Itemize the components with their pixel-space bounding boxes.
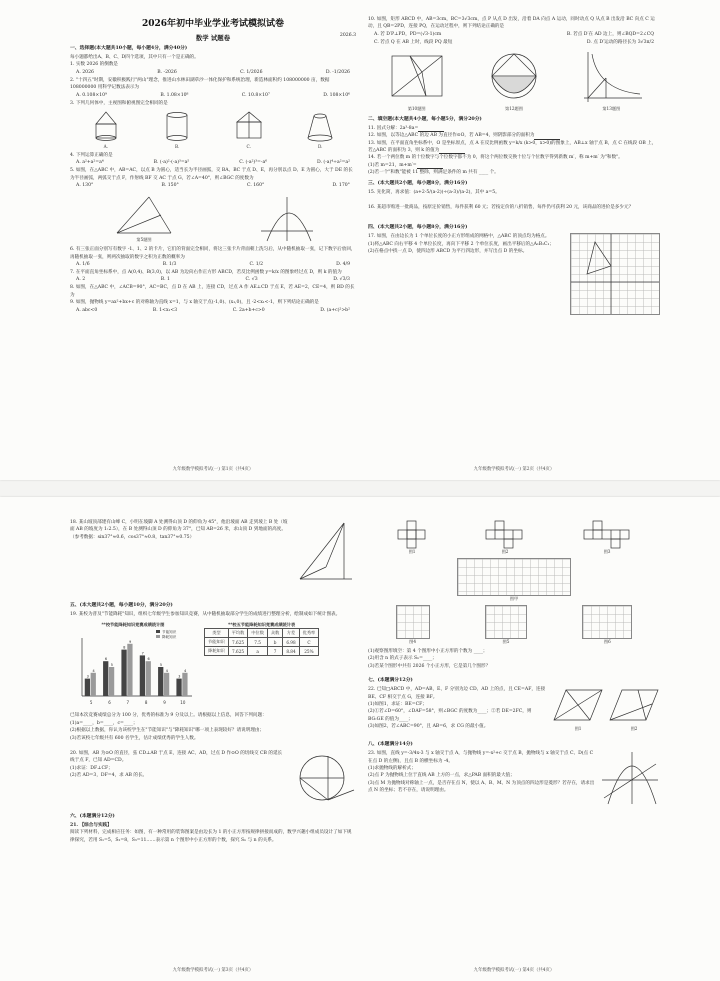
bar (140, 656, 145, 697)
table-row (205, 638, 319, 647)
data-label: 6 (147, 657, 150, 662)
table-cell: C (299, 638, 319, 647)
question-4: 4. 下列运算正确的是 (70, 153, 113, 159)
question-21-figures (368, 519, 660, 645)
pattern-grid (582, 605, 632, 639)
data-label: 6 (104, 657, 108, 662)
question-14: 14. 若一个两位数 m 的十位数字与个位数字都不为 0，将这个两位数交换十位与个位数字得到新数 m′，称 m+m′ 为"和数"。 (368, 155, 623, 161)
bar-chart-block (70, 622, 196, 708)
figure-caption: 图6 (603, 639, 611, 644)
question-17-block (368, 233, 660, 315)
bar (121, 650, 126, 696)
question-23-part-1: (1)求抛物线的解析式； (368, 766, 416, 772)
stats-table-block (204, 622, 319, 708)
question-16: 16. 某超市购进一批商品，按原定价销售，每件获利 60 元；若按定价的八折销售，每件仍可获利 20 元，该商品的进价是多少元？ (368, 205, 634, 211)
circle-tangent-figure (292, 750, 356, 806)
slope-elevation-figure (296, 519, 356, 583)
question-21-part-1: (1)观察图形填空：第 4 个图形中小正方形的个数为 ____； (368, 649, 488, 654)
frustum-figure (300, 110, 340, 144)
question-5: 5. 如图，在△ABC 中，AB=AC，以点 B 为圆心，适当长为半径画弧，交 BA、BC 于点 D、E，再分别以点 D、E 为圆心，大于 DE 的长为半径画弧，两弧交于点 F，作射线 BF 交 AC 于点 G，若∠A=40°，则∠BGC 的度数为 (70, 168, 353, 181)
question-5-figures (70, 193, 356, 243)
pattern-row-3 (368, 605, 660, 645)
question-22: 22. 已知□ABCD 中，AD=AB，E、F 分别为边 CD、AD 上的点，且 CE=AF，连接 BE、CF 相交于点 G，连接 BF。 (368, 687, 546, 700)
x-tick-label: 6 (108, 700, 111, 706)
table-header: 优秀率 (299, 629, 319, 638)
question-23-block (368, 750, 660, 806)
option: A. 2 (76, 277, 86, 283)
question-19: 19. 某校为普及"节能降耗"知识，组织七年级学生参加知识竞赛，从中随机抽取部分学生的成绩进行整理分析，绘制成如下统计图表。 (70, 612, 341, 617)
table-header: 类型 (205, 629, 229, 638)
solid-option-c: C. (229, 110, 269, 149)
table-cell: 7.625 (228, 638, 248, 647)
question-3: 3. 下列几何体中，主视图和俯视图完全相同的是 (70, 100, 168, 106)
grid-triangle-figure (571, 234, 659, 314)
x-tick-label: 7 (126, 700, 130, 706)
data-label: 4 (92, 669, 95, 674)
data-label: 8 (123, 646, 126, 651)
question-9-options (70, 307, 356, 315)
figure-10 (382, 50, 452, 112)
question-21: 阅读下列材料，完成相应任务：如图，有一种常用的装饰图案是由边长为 1 的小正方形按规律拼接而成的，数学兴趣小组成员设计了如下规律探究，若用 S₁=5，S₂=8，S₃=11……表示第 n 个图形中小正方形的个数，探究 Sₙ 与 n 的关系。 (70, 830, 352, 843)
bar (158, 667, 163, 696)
question-5-options (70, 182, 356, 190)
pattern-grid (457, 558, 571, 596)
coordinate-grid (570, 233, 660, 315)
pattern-figure-1 (397, 519, 427, 555)
chart-title: **校节能降耗知识竞赛成绩统计图 (101, 622, 165, 628)
option: C. 1/2026 (240, 69, 263, 75)
table-header: 平均数 (228, 629, 248, 638)
option: B. 1.08×10⁸ (160, 92, 189, 98)
exam-subtitle (70, 33, 356, 42)
figure-caption: 第12题图 (505, 105, 523, 111)
option: C. 若点 Q 在 AB 上时，线段 PQ 最短 (374, 39, 453, 45)
angle-bisector-figure (109, 193, 179, 237)
question-19-figures (70, 622, 356, 708)
answer-blank (534, 134, 560, 140)
figure-22-1 (552, 686, 604, 732)
figure-caption: 图1 (408, 549, 416, 554)
question-7: 7. 在平面直角坐标系中，点 A(0,4)、B(3,0)，以 AB 为边向右作正方形 ABCD，若反比例函数 y=k/x 的图象经过点 D，则 k 的值为 (70, 270, 342, 276)
option: A. 0.108×10⁹ (76, 92, 107, 98)
pattern-figure-grid (457, 558, 571, 602)
table-row (205, 647, 319, 656)
data-label: 3 (178, 675, 181, 680)
option: D. 4/9 (336, 262, 350, 268)
cone-cylinder-figure (86, 110, 126, 144)
parabola-figure (257, 195, 317, 243)
figure-12 (479, 50, 549, 112)
figure-caption: 第5题图 (136, 237, 152, 243)
section-heading: 五、(本大题共2小题，每小题10分，满分20分) (70, 602, 173, 608)
page-footer: 九年级数学模拟考试(一) 第4页（共4页） (473, 968, 555, 973)
page-footer: 九年级数学模拟考试(一) 第1页（共4页） (172, 467, 254, 472)
question-15: 15. 先化简，再求值：(a+2-5/(a-2))÷(a-3)/(a-2)，其中 a=5。 (368, 189, 500, 195)
section-note: 每小题都给出A、B、C、D四个选项，其中只有一个是正确的。 (70, 55, 199, 60)
option: B. 1/3 (162, 262, 177, 268)
circle-triangle-figure (479, 50, 549, 106)
option: B. 150° (161, 183, 179, 189)
data-label: 7 (141, 651, 144, 656)
question-6-options (70, 261, 356, 269)
data-label: 5 (110, 663, 113, 668)
figure-22-2 (608, 686, 660, 732)
figure-caption: 第13题图 (602, 105, 621, 111)
question-1-options (70, 69, 356, 77)
question-20-text (70, 750, 286, 806)
data-label: 5 (159, 663, 163, 668)
exam-sheet-2 (0, 497, 720, 981)
figure-13 (576, 50, 646, 112)
page-footer: 九年级数学模拟考试(一) 第3页（共4页） (172, 968, 254, 973)
pattern-grid (396, 605, 430, 639)
section-heading: 八、(本题满分14分) (368, 741, 413, 748)
legend-swatch (156, 635, 160, 638)
option: B. 1<x₁<3 (152, 307, 178, 313)
bar (91, 673, 96, 696)
figures-10-12-13 (368, 50, 660, 112)
bar (109, 667, 114, 696)
option: D. √3/3 (333, 277, 350, 283)
question-14-part-1: (1)若 m=21，m+m′= (368, 162, 660, 169)
table-cell: 8.84 (283, 647, 299, 656)
question-10: 10. 如图，矩形 ABCD 中，AB=3cm，BC=3√3cm，点 P 从点 D 出发，沿着 DA 向点 A 运动，同时动点 Q 从点 B 出发沿 BC 向点 C 运动，且 QB=2PD，连接 PQ，在运动过程中，则下列结论正确的是 (368, 17, 655, 30)
section-heading: 三、(本大题共2小题，每小题8分，满分16分) (368, 179, 468, 186)
question-22-part-2: (2)①若∠D=60°，∠DAF=58°，则∠BGC 的度数为____；②若 DE=2FC，则 BG:GE 的值为____； (368, 709, 532, 722)
question-19-info: 已知本次竞赛成绩总分为 100 分，优秀的标准为 9 分及以上。请根据以上信息，回答下列问题： (70, 713, 267, 719)
hyperbola-figure (576, 50, 646, 106)
option: A. abc<0 (76, 307, 98, 313)
question-20-part-1: (1)求证：DF⊥CF； (70, 765, 113, 771)
x-tick-label: 8 (144, 700, 148, 706)
question-17-text (368, 233, 564, 315)
option: C. √3 (245, 277, 258, 283)
question-17-part-1: (1)将△ABC 向右平移 4 个单位长度，再向下平移 2 个单位长度，画出平移后的△A₁B₁C₁； (368, 241, 554, 247)
table-cell: 降耗知识 (205, 647, 229, 656)
data-label: 4 (165, 669, 168, 674)
question-19-part-2: (2)根据以上数据，你认为该校学生在"节能知识"与"降耗知识"哪一项上表现较好？请说明理由； (70, 728, 265, 734)
pattern-figure-6 (582, 605, 632, 645)
question-22-block (368, 686, 660, 732)
question-22-part-1: (1)如图1，求证：BE=CF； (368, 702, 427, 708)
sheet1-left-column (70, 0, 356, 480)
parabola-line-figure (600, 750, 660, 806)
option: C. (-a²)³=-a⁶ (239, 160, 268, 166)
question-20-block (70, 750, 356, 806)
question-2: 2. "十四五"时期，安徽积极践行"两山"理念，推进山水林田湖草沙一体化保护和系统治理，新造林面积约 108000000 亩，数据 108000000 用科学记数法表示为 (70, 77, 330, 91)
legend-swatch (156, 630, 160, 633)
question-12: 12. 如图，以等边△ABC 的边 AB 为直径作⊙O，若 AB=4，则阴影部分的面积为 (368, 132, 660, 139)
question-14-part-2: (2)若一个"和数"能被 11 整除，则满足条件的 m 共有 ____ 个。 (368, 170, 499, 176)
bar (146, 662, 151, 697)
option: B. 1 (160, 277, 170, 283)
question-21-part-2: (2)用含 n 的式子表示 Sₙ=____； (368, 656, 437, 662)
pattern-grid (485, 605, 527, 639)
bar (176, 679, 181, 696)
pattern-figure-3 (583, 519, 631, 555)
legend-label: 节能知识 (162, 630, 177, 635)
option: D. -1/2026 (325, 69, 350, 75)
option: D. (a+c)²>b² (320, 307, 350, 313)
bar (85, 679, 90, 696)
option: D. 点 D′运动的路径长为 3√3π/2 (586, 39, 654, 45)
bar-chart (70, 628, 196, 708)
option: C. 10.8×10⁷ (241, 92, 270, 98)
figure-caption: 图2 (501, 549, 509, 554)
question-10-options-1 (368, 31, 660, 39)
table-cell: 节能知识 (205, 638, 229, 647)
table-cell: 7 (267, 647, 282, 656)
exam-sheet-1 (0, 0, 720, 480)
cylinder-figure (157, 110, 197, 144)
question-23-part-2: (2)点 P 为抛物线上位于直线 AB 上方的一点，求△PAB 面积的最大值； (368, 773, 515, 779)
option: B. (-a)²·(-a)³=a⁵ (153, 160, 190, 166)
table-cell: 7.625 (228, 647, 248, 656)
pattern-row-2 (368, 558, 660, 602)
question-23-part-3: (3)点 M 为抛物线对称轴上一点，是否存在点 N，使以 A、B、M、N 为顶点的四边形是菱形？若存在，请求出点 N 的坐标；若不存在，请说明理由。 (368, 780, 595, 794)
question-21-heading: 21. 【综合与实践】 (70, 823, 112, 829)
option: C. 1/2 (249, 262, 264, 268)
prism-figure (229, 110, 269, 144)
exam-title: 2026年初中毕业学业考试模拟试卷 (141, 19, 285, 29)
question-3-solids (70, 110, 356, 149)
question-22-part-3: (3)如图2，若∠ABC=90°，且 AB=6，求 CG 的最小值。 (368, 724, 489, 730)
figure-caption: 图1 (574, 726, 582, 732)
question-19-part-1: (1)a=____，b=____，c=____； (70, 720, 138, 726)
section-heading: 六、(本题满分12分) (70, 813, 115, 820)
section-heading: 四、(本大题共2小题，每小题8分，满分16分) (368, 224, 468, 231)
figure-caption: 图4 (409, 639, 417, 644)
exam-subject: 数学 试题卷 (195, 34, 231, 42)
legend-label: 降耗知识 (162, 635, 177, 640)
question-20-part-2: (2)若 AD=3，DF=4，求 AB 的长。 (70, 773, 148, 779)
bar (103, 662, 108, 697)
question-20: 20. 如图，AB 为⊙O 的直径，弦 CD⊥AB 于点 E，连接 AC、AD，过点 D 作⊙O 的切线交 CB 的延长线于点 F，已知 AD=CD。 (70, 751, 283, 764)
parallelogram-figure (608, 686, 660, 726)
option: A. 若 D′P⊥PD，PD=(√3-1)cm (374, 31, 442, 37)
bar (127, 644, 132, 696)
data-label: 4 (184, 669, 187, 674)
figure-caption: 图2 (630, 726, 638, 732)
question-17-part-2: (2)在格点中找一点 D，使四边形 ABCD 为平行四边形，并写出点 D 的坐标。 (368, 249, 528, 255)
solid-option-b: B. (157, 110, 197, 149)
solid-option-d: D. (300, 110, 340, 149)
table-cell: a (248, 647, 268, 656)
sheet2-left-column (70, 497, 356, 981)
question-18: 18. 某山坡顶部建有山峰 C，小明在坡脚 A 处测得山顶 D 的仰角为 45°，他沿坡面 AB 走到坡上 B 处（坡面 AB 的坡度为 1:2.5），在 B 处测得山顶 D 的仰角为 37°，已知 AB=26 米，求山顶 D 到地面的高度。（参考数据：sin37°≈0.6，cos37°≈0.8，tan37°≈0.75） (70, 520, 288, 540)
section-heading: 七、(本题满分12分) (368, 677, 413, 684)
option: D. 170° (332, 183, 350, 189)
solid-option-a: A. (86, 110, 126, 149)
stats-table (204, 628, 319, 656)
question-4-options (70, 159, 356, 167)
pattern-figure-5 (485, 605, 527, 645)
question-17: 17. 如图，在由边长为 1 个单位长度的小正方形组成的网格中，△ABC 的顶点均为格点。 (368, 234, 550, 240)
pattern-row-1 (368, 519, 660, 555)
table-title: **校五节能降耗知识竞赛成绩统计表 (228, 622, 296, 628)
page-footer: 九年级数学模拟考试(一) 第2页（共4页） (473, 467, 555, 472)
table-cell: 6.98 (283, 638, 299, 647)
x-tick-label: 9 (163, 700, 166, 706)
figure-caption: 图5 (502, 639, 510, 644)
cross-pattern-figure (485, 519, 525, 549)
section-heading: 一、选择题(本大题共10小题，每小题4分，满分40分) (70, 45, 188, 51)
parallelogram-figure (552, 686, 604, 726)
section-heading: 二、填空题(本大题共4小题，每小题5分，满分20分) (368, 115, 482, 122)
question-23: 23. 如图，直线 y=-3/4x-3 与 x 轴交于点 A，与抛物线 y=-x²+c 交于点 B，抛物线与 x 轴交于点 C、D(点 C 在点 D 的左侧)，且点 B 的横坐标为 -4。 (368, 751, 594, 764)
table-header-row (205, 629, 319, 638)
table-cell: b (267, 638, 282, 647)
figure-caption: 图3 (603, 549, 611, 554)
question-9: 9. 如图，抛物线 y=ax²+bx+c 的对称轴为直线 x=1，与 x 轴交于点(-1,0)、(x₁,0)，且 -2<x₁<-1，则下列结论正确的是 (70, 300, 319, 306)
data-label: 9 (129, 640, 132, 645)
question-23-text (368, 750, 596, 806)
question-1: 1. 实数 2026 的倒数是 (70, 62, 119, 68)
option: D. (-a)⁴÷a²=a² (316, 160, 350, 166)
option: A. 2026 (76, 69, 94, 75)
table-cell: 7.5 (248, 638, 268, 647)
question-11: 11. 因式分解：2a³-8a= (368, 125, 660, 132)
exam-date: 2026.3 (339, 33, 356, 38)
question-2-options (70, 92, 356, 100)
option: C. 2a+b+c>0 (232, 307, 265, 313)
question-7-options (70, 276, 356, 284)
option: A. 130° (76, 183, 94, 189)
cross-pattern-figure (397, 519, 427, 549)
option: C. 160° (246, 183, 265, 189)
cross-pattern-figure (583, 519, 631, 549)
option: A. a²+a²=a⁴ (76, 160, 104, 166)
x-tick-label: 5 (89, 700, 93, 706)
question-18-block (70, 519, 356, 583)
option: B. 若点 D′在 AD 边上，则∠BQD=2∠CQ (566, 31, 654, 37)
pattern-figure-4 (396, 605, 430, 645)
figure-caption: 图甲 (509, 596, 519, 601)
question-8: 8. 如图，在△ABC 中，∠ACB=90°，AC=BC，点 D 在 AB 上，连接 CD，过点 A 作 AE⊥CD 于点 E，若 AE=2，CE=4，则 BD 的长为 (70, 285, 355, 298)
table-header: 中位数 (248, 629, 268, 638)
table-header: 方差 (283, 629, 299, 638)
figure-caption: 第10题图 (407, 105, 426, 111)
option: A. 1/6 (76, 262, 90, 268)
pattern-figure-2 (485, 519, 525, 555)
question-13: 13. 如图，在平面直角坐标系中，O 是坐标原点，点 A 在反比例函数 y=k/x (k>0，x>0)的图象上，AB⊥x 轴于点 B，点 C 在线段 OB 上，若△ABC 的面积为 3，则 k 的值为 (368, 140, 657, 154)
sheet1-right-column (368, 0, 660, 480)
x-tick-label: 10 (180, 700, 186, 706)
question-19-part-3: (3)若该校七年级共有 600 名学生，估计成绩优秀的学生人数。 (70, 735, 199, 741)
option: B. -2026 (157, 69, 177, 75)
question-6: 6. 有三张正面分别写有数字 -1、1、2 的卡片，它们的背面完全相同，将这三张卡片背面朝上洗匀后，从中随机抽取一张，记下数字后放回，再随机抽取一张，则两次抽取的数字之积为正数的概率为 (70, 247, 356, 260)
question-21-part-3: (3)若某个图形中共有 2026 个小正方形，它是第几个图形？ (368, 663, 491, 669)
table-cell: 25% (299, 647, 319, 656)
bar (164, 673, 169, 696)
option: D. 108×10⁶ (323, 92, 350, 98)
bar (182, 673, 187, 696)
sheet2-right-column (368, 497, 660, 981)
figure-5 (109, 193, 179, 243)
table-header: 众数 (267, 629, 282, 638)
question-22-text (368, 686, 548, 732)
question-10-options-2 (368, 39, 660, 47)
figure-9 (257, 195, 317, 243)
data-label: 3 (86, 675, 89, 680)
rectangle-fold-figure (382, 50, 452, 106)
